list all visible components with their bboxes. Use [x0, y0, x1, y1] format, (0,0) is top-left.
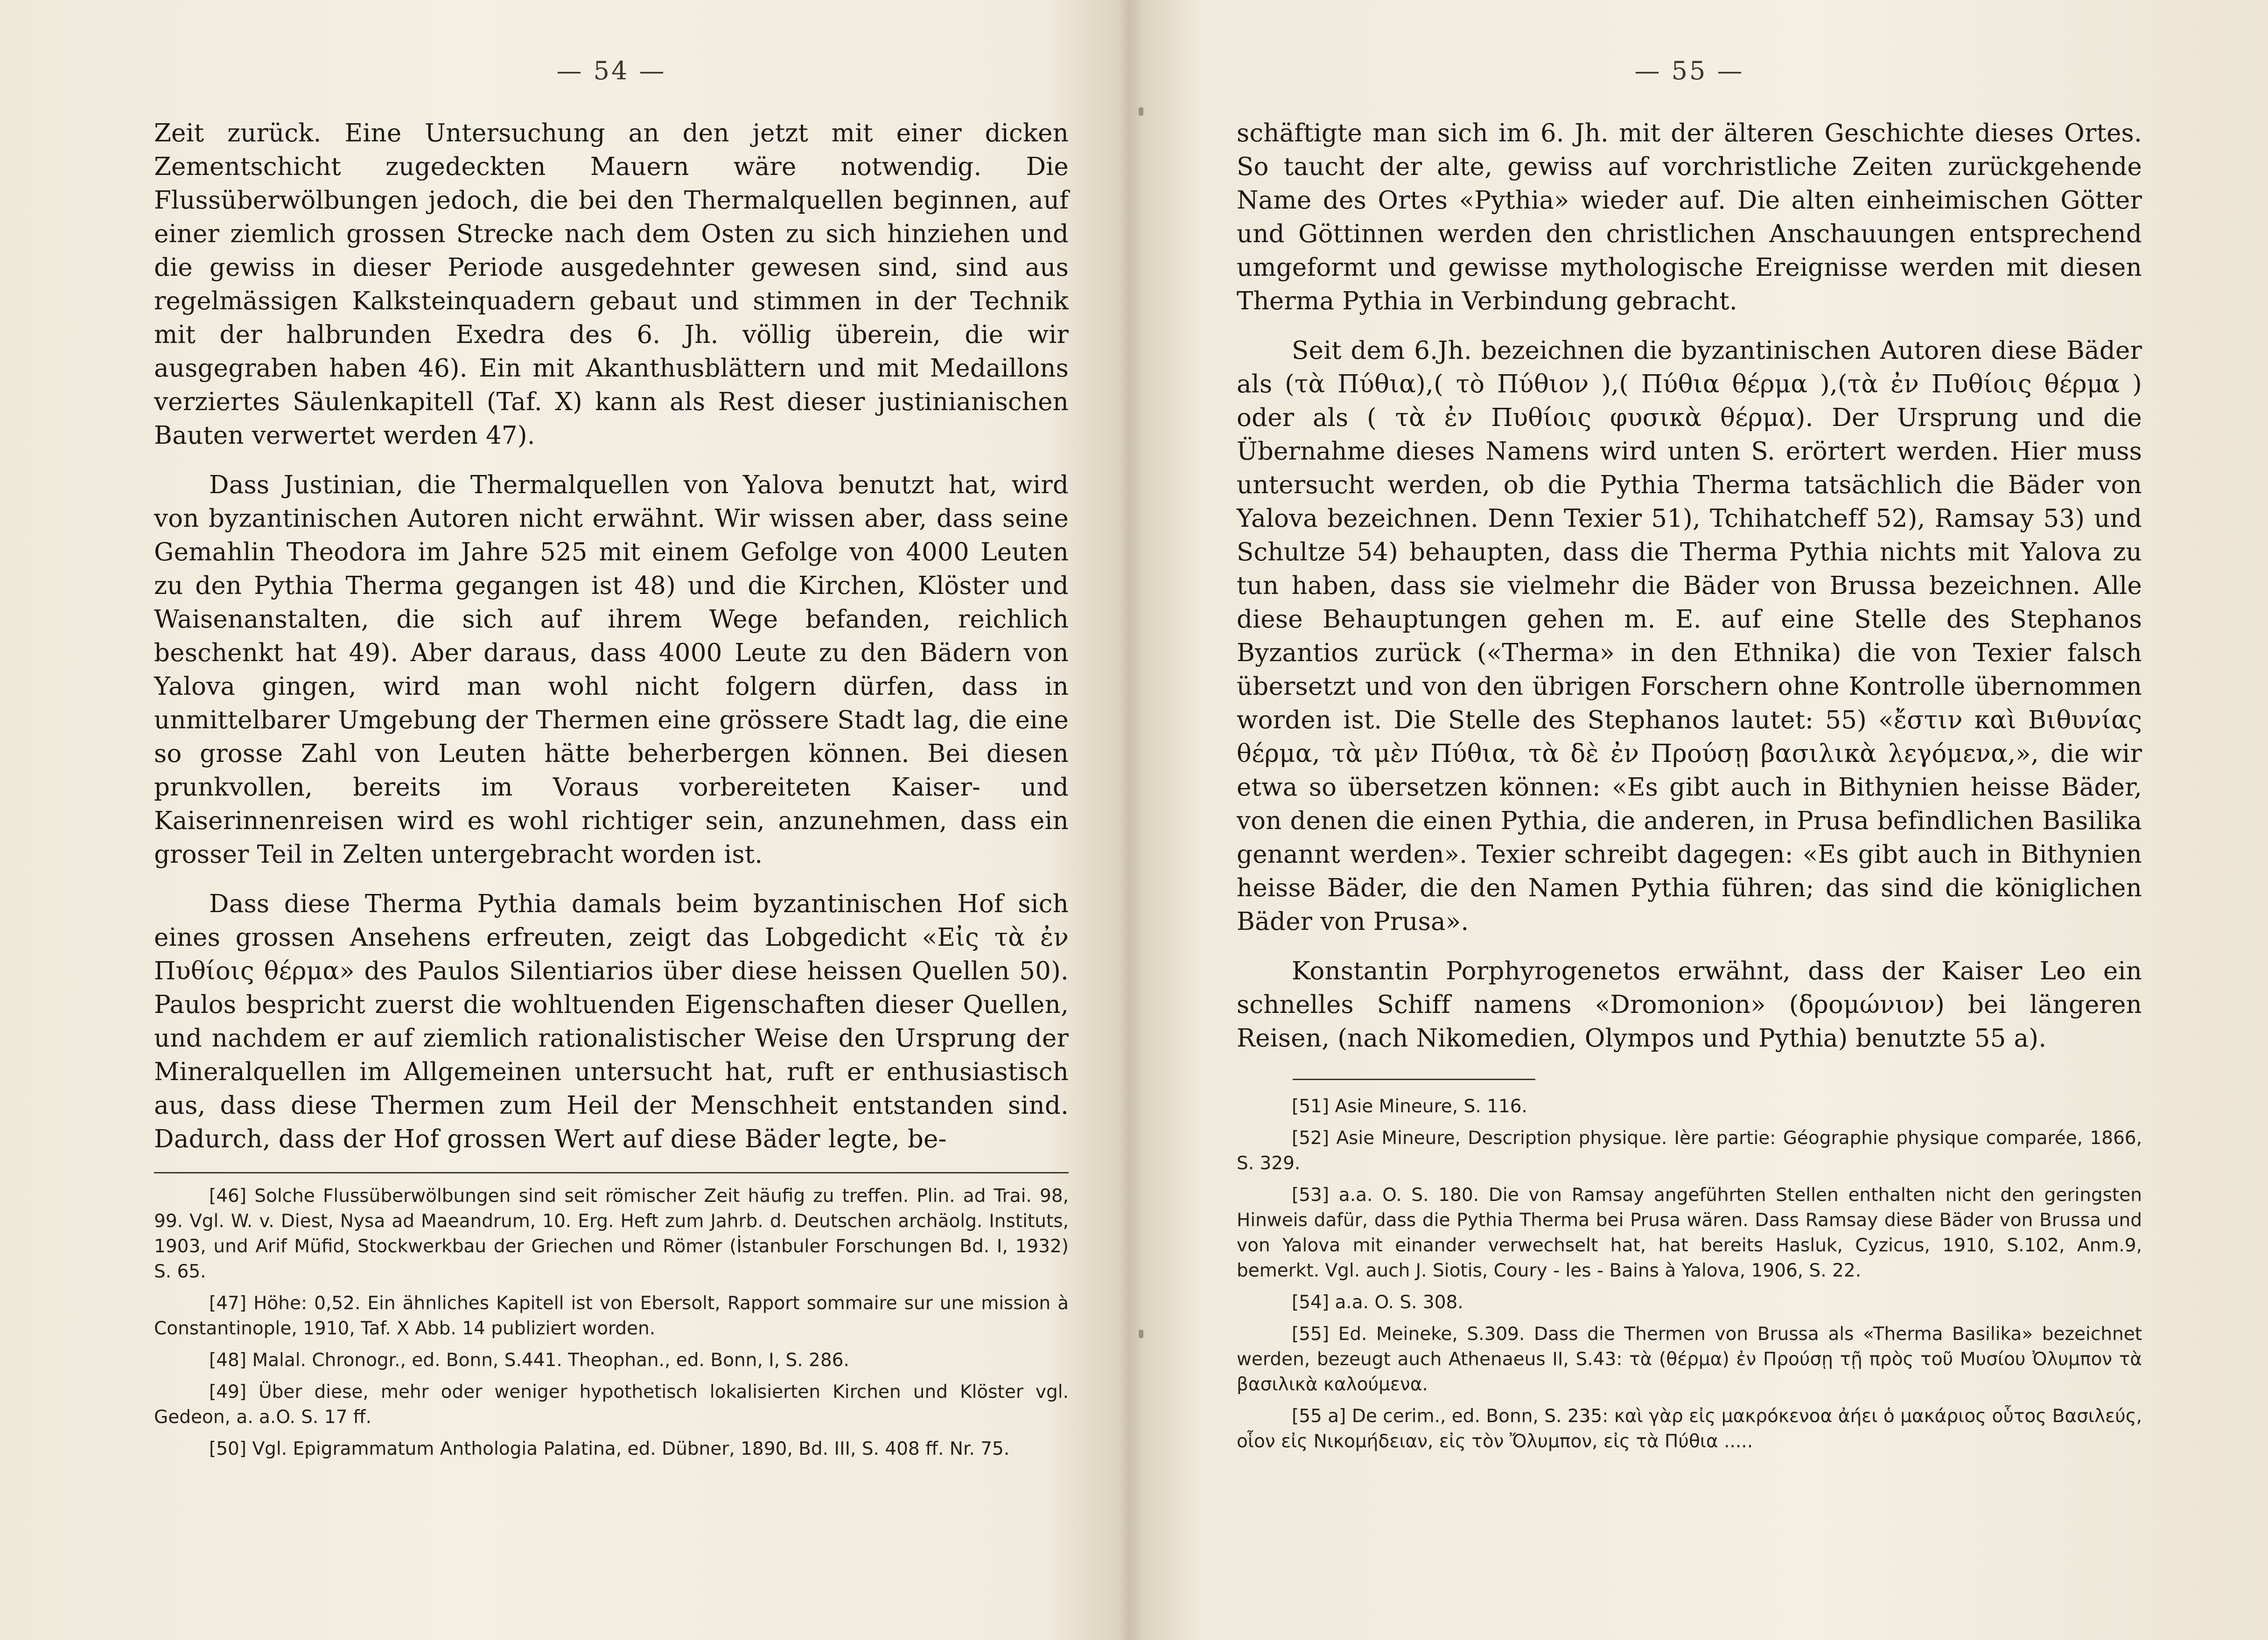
footnote: [54] a.a. O. S. 308.: [1292, 1292, 1463, 1313]
footnote: [48] Malal. Chronogr., ed. Bonn, S.441. Theophan., ed. Bonn, I, S. 286.: [209, 1350, 849, 1371]
paragraph: schäftigte man sich im 6. Jh. mit der älteren Geschichte dieses Ortes. So taucht der alte, gewiss auf vorchristliche Zeiten zurückgehende Name des Ortes «Pythia» wieder auf. Die alten einheimischen Götter und Göttinnen werden den christlichen Anschauungen entsprechend umgeformt und gewisse mythologische Ereignisse werden mit diesen Therma Pythia in Verbindung gebracht.: [1237, 119, 2142, 315]
footnote: [55 a] De cerim., ed. Bonn, S. 235: καὶ γὰρ εἰς μακρόκενοα ἀήει ὁ μακάριος οὗτος Βασιλεύς, οἷον εἰς Νικομήδειαν, εἰς τὸν Ὄλυμπον, εἰς τὰ Πύθια .....: [1237, 1406, 2142, 1452]
footnote: [53] a.a. O. S. 180. Die von Ramsay angeführten Stellen enthalten nicht den geringsten Hinweis dafür, dass die Pythia Therma bei Prusa wären. Dass Ramsay diese Bäder von Brussa und von Yalova mit einander verwechselt hat, hat bereits Hasluk, Cyzicus, 1910, S.102, Anm.9, bemerkt. Vgl. auch J. Siotis, Coury - les - Bains à Yalova, 1906, S. 22.: [1237, 1185, 2142, 1281]
footnote: [47] Höhe: 0,52. Ein ähnliches Kapitell ist von Ebersolt, Rapport sommaire sur une mission à Constantinople, 1910, Taf. X Abb. 14 publiziert worden.: [154, 1293, 1069, 1339]
footnote-rule: [1293, 1079, 1535, 1080]
main-text: [1237, 117, 2142, 1055]
footnote: [52] Asie Mineure, Description physique. Ière partie: Géographie physique comparée, 1866, S. 329.: [1237, 1128, 2142, 1174]
paragraph: Zeit zurück. Eine Untersuchung an den jetzt mit einer dicken Zementschicht zugedeckten Mauern wäre notwendig. Die Flussüberwölbungen jedoch, die bei den Thermalquellen beginnen, auf einer ziemlich grossen Strecke nach dem Osten zu sich hinziehen und die gewiss in dieser Periode ausgedehnter gewesen sind, sind aus regelmässigen Kalksteinquadern gebaut und stimmen in der Technik mit der halbrunden Exedra des 6. Jh. völlig überein, die wir ausgegraben haben 46). Ein mit Akanthusblättern und mit Medaillons verziertes Säulenkapitell (Taf. X) kann als Rest dieser justinianischen Bauten verwertet werden 47).: [154, 119, 1069, 450]
main-text: [154, 117, 1069, 1156]
footnote: [51] Asie Mineure, S. 116.: [1292, 1096, 1527, 1117]
paragraph: Dass diese Therma Pythia damals beim byzantinischen Hof sich eines grossen Ansehens erfreuten, zeigt das Lobgedicht «Εἰς τὰ ἐν Πυθίοις θέρμα» des Paulos Silentiarios über diese heissen Quellen 50). Paulos bespricht zuerst die wohltuenden Eigenschaften dieser Quellen, und nachdem er auf ziemlich rationalistischer Weise den Ursprung der Mineralquellen im Allgemeinen untersucht hat, ruft er enthusiastisch aus, dass diese Thermen zum Heil der Menschheit entstanden sind. Dadurch, dass der Hof grossen Wert auf diese Bäder legte, be-: [154, 890, 1069, 1153]
binding-mark: [1139, 107, 1143, 116]
footnotes: [154, 1172, 1069, 1462]
footnote: [49] Über diese, mehr oder weniger hypothetisch lokalisierten Kirchen und Klöster vgl. Gedeon, a. a.O. S. 17 ff.: [154, 1382, 1069, 1428]
paragraph: Seit dem 6.Jh. bezeichnen die byzantinischen Autoren diese Bäder als (τὰ Πύθια),( τὸ Πύθιον ),( Πύθια θέρμα ),(τὰ ἐν Πυθίοις θέρμα ) oder als ( τὰ ἐν Πυθίοις φυσικὰ θέρμα). Der Ursprung und die Übernahme dieses Namens wird unten S. erörtert werden. Hier muss untersucht werden, ob die Pythia Therma tatsächlich die Bäder von Yalova bezeichnen. Denn Texier 51), Tchihatcheff 52), Ramsay 53) und Schultze 54) behaupten, dass die Therma Pythia nichts mit Yalova zu tun haben, dass sie vielmehr die Bäder von Brussa bezeichnen. Alle diese Behauptungen gehen m. E. auf eine Stelle des Stephanos Byzantios zurück («Therma» in den Ethnika) die von Texier falsch übersetzt und von den übrigen Forschern ohne Kontrolle übernommen worden ist. Die Stelle des Stephanos lautet: 55) «ἔστιν καὶ Βιθυνίας θέρμα, τὰ μὲν Πύθια, τὰ δὲ ἐν Προύσῃ βασιλικὰ λεγόμενα,», die wir etwa so übersetzen können: «Es gibt auch in Bithynien heisse Bäder, von denen die einen Pythia, die anderen, in Prusa befindlichen Basilika genannt werden». Texier schreibt dagegen: «Es gibt auch in Bithynien heisse Bäder, die den Namen Pythia führen; das sind die königlichen Bäder von Prusa».: [1237, 336, 2142, 936]
binding-mark: [1139, 1330, 1143, 1338]
paragraph: Konstantin Porphyrogenetos erwähnt, dass der Kaiser Leo ein schnelles Schiff namens «Dromonion» (δρομώνιον) bei längeren Reisen, (nach Nikomedien, Olympos und Pythia) benutzte 55 a).: [1237, 957, 2142, 1053]
paragraph: Dass Justinian, die Thermalquellen von Yalova benutzt hat, wird von byzantinischen Autoren nicht erwähnt. Wir wissen aber, dass seine Gemahlin Theodora im Jahre 525 mit einem Gefolge von 4000 Leuten zu den Pythia Therma gegangen ist 48) und die Kirchen, Klöster und Waisenanstalten, die sich auf ihrem Wege befanden, reichlich beschenkt hat 49). Aber daraus, dass 4000 Leute zu den Bädern von Yalova gingen, wird man wohl nicht folgern dürfen, dass in unmittelbarer Umgebung der Thermen eine grössere Stadt lag, die eine so grosse Zahl von Leuten hätte beherbergen können. Bei diesen prunkvollen, bereits im Voraus vorbereiteten Kaiser- und Kaiserinnenreisen wird es wohl richtiger sein, anzunehmen, dass ein grosser Teil in Zelten untergebracht worden ist.: [154, 471, 1069, 869]
footnotes: [1237, 1094, 2142, 1454]
left-page: [154, 56, 1069, 1610]
footnote: [46] Solche Flussüberwölbungen sind seit römischer Zeit häufig zu treffen. Plin. ad Trai. 98, 99. Vgl. W. v. Diest, Nysa ad Maeandrum, 10. Erg. Heft zum Jahrb. d. Deutschen archäolg. Instituts, 1903, und Arif Müfid, Stockwerkbau der Griechen und Römer (İstanbuler Forschungen Bd. I, 1932) S. 65.: [154, 1186, 1069, 1282]
footnote: [55] Ed. Meineke, S.309. Dass die Thermen von Brussa als «Therma Basilika» bezeichnet werden, bezeugt auch Athenaeus II, S.43: τὰ (θέρμα) ἐν Προύσῃ τῇ πρὸς τοῦ Μυσίου Ὀλυμπον τὰ βασιλικὰ καλούμενα.: [1237, 1324, 2142, 1395]
right-page: [1237, 56, 2142, 1610]
page-number: — 55 —: [1634, 56, 1744, 85]
footnote: [50] Vgl. Epigrammatum Anthologia Palatina, ed. Dübner, 1890, Bd. III, S. 408 ff. Nr. 75.: [209, 1438, 1010, 1459]
page-number: — 54 —: [556, 56, 666, 85]
